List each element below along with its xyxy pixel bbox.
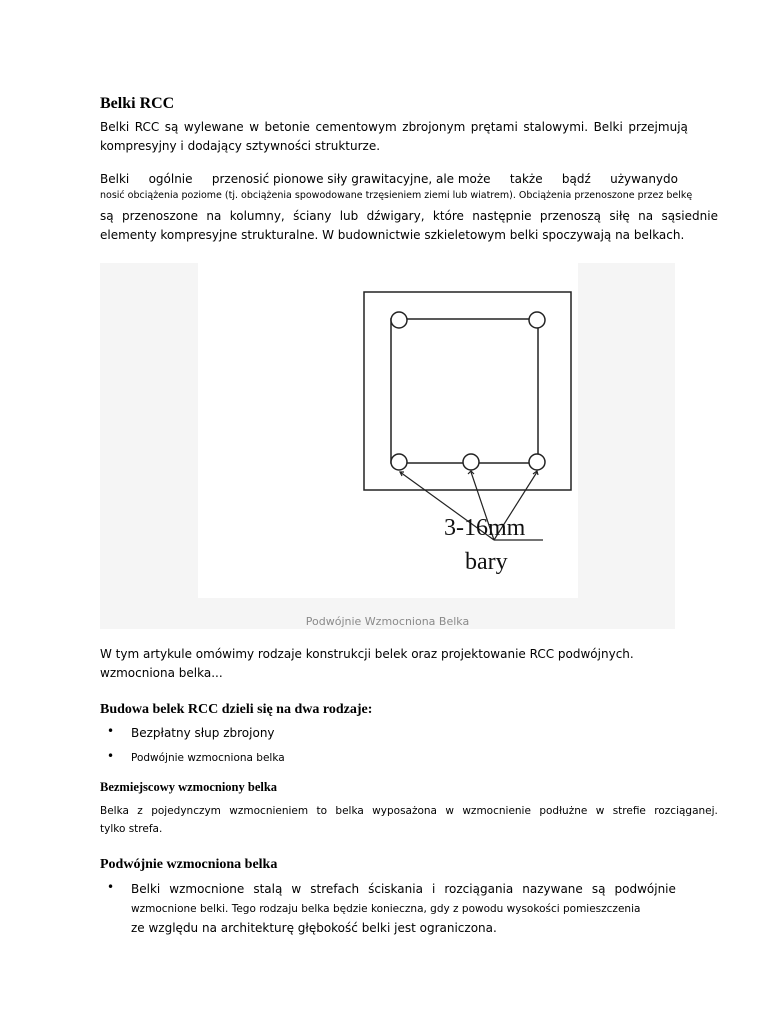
figure-caption: Podwójnie Wzmocniona Belka — [305, 615, 470, 628]
word: przenoszą — [539, 209, 601, 223]
word: są — [591, 882, 606, 896]
paragraph-2-line-4: elementy kompresyjne strukturalne. W budownictwie szkieletowym belki spoczywają na belkach. — [100, 228, 685, 242]
word: pojedynczym — [151, 805, 221, 817]
intro-line-2: kompresyjny i dodający sztywności strukturze. — [100, 139, 381, 153]
bullet-icon: • — [107, 880, 115, 894]
word: w — [595, 805, 605, 817]
bullet-icon: • — [107, 724, 115, 738]
bottom-bar-left — [391, 454, 407, 470]
word: i — [431, 882, 436, 896]
section-1-list — [100, 724, 718, 769]
list-item — [100, 724, 718, 749]
word: także — [509, 172, 543, 186]
bottom-bar-right — [529, 454, 545, 470]
word: przejmują — [628, 120, 688, 134]
word: RCC — [134, 120, 160, 134]
top-bar-right — [529, 312, 545, 328]
word: w — [249, 120, 260, 134]
word: kolumny, — [229, 209, 285, 223]
intro-paragraph — [100, 118, 688, 156]
word: to — [316, 805, 328, 817]
list-item — [131, 880, 676, 938]
section-3-line-1 — [131, 880, 676, 899]
bar-size-label: 3-16mm — [444, 515, 526, 541]
word: podwójnie — [614, 882, 676, 896]
word: betonie — [264, 120, 310, 134]
word: w — [291, 882, 302, 896]
word: rozciąganej. — [654, 805, 718, 817]
word: strefie — [612, 805, 646, 817]
word: Belki — [593, 120, 623, 134]
paragraph-3 — [100, 645, 718, 683]
section-3-line-3: ze względu na architekturę głębokość belki jest ograniczona. — [131, 921, 497, 935]
page-title: Belki RCC — [100, 95, 175, 112]
section-1-heading: Budowa belek RCC dzieli się na dwa rodzaje: — [100, 702, 373, 717]
word: bądź — [561, 172, 591, 186]
word: prętami — [470, 120, 518, 134]
word: są — [100, 209, 114, 223]
bottom-bar-middle — [463, 454, 479, 470]
word: wyposażona — [372, 805, 437, 817]
section-2-line-1 — [100, 803, 718, 820]
paragraph-2-line-1 — [100, 170, 678, 189]
word: wzmocnienie — [462, 805, 531, 817]
word: wylewane — [183, 120, 244, 134]
word: na — [638, 209, 654, 223]
word: używanydo — [610, 172, 678, 186]
top-bar-left — [391, 312, 407, 328]
list-item — [100, 749, 718, 769]
word: sąsiednie — [661, 209, 718, 223]
section-3-line-2: wzmocnione belki. Tego rodzaju belka będzie konieczna, gdy z powodu wysokości pomieszczenia — [131, 903, 641, 915]
bullet-icon: • — [107, 749, 115, 763]
word: Belki — [100, 120, 130, 134]
intro-line-1 — [100, 118, 688, 137]
paragraph-2 — [100, 170, 718, 245]
word: dźwigary, — [366, 209, 425, 223]
paragraph-2-line-2: nosić obciążenia poziome (tj. obciążenia spowodowane trzęsieniem ziemi lub wiatrem). Obciążenia przenoszone przez belkę — [100, 190, 693, 201]
bar-label: bary — [465, 549, 508, 575]
word: przenosić pionowe siły grawitacyjne, ale może — [211, 172, 491, 186]
word: zbrojonym — [402, 120, 466, 134]
word: wzmocnieniem — [229, 805, 309, 817]
word: przenoszone — [121, 209, 199, 223]
word: Belki — [131, 882, 161, 896]
word: Belki — [100, 172, 130, 186]
word: stalą — [253, 882, 283, 896]
word: wzmocnione — [169, 882, 245, 896]
word: które — [432, 209, 464, 223]
section-2-heading: Bezmiejscowy wzmocniony belka — [100, 780, 278, 794]
word: strefach — [310, 882, 360, 896]
paragraph-3-line-2: wzmocniona belka... — [100, 666, 223, 680]
word: z — [137, 805, 143, 817]
word: lub — [339, 209, 359, 223]
beam-cross-section-diagram — [198, 263, 578, 598]
word: nazywane — [522, 882, 583, 896]
word: stalowymi. — [523, 120, 589, 134]
word: ściskania — [368, 882, 423, 896]
word: cementowym — [315, 120, 397, 134]
section-2-paragraph — [100, 803, 718, 839]
section-3-heading: Podwójnie wzmocniona belka — [100, 857, 278, 872]
beam-figure — [100, 263, 675, 629]
word: siłę — [609, 209, 630, 223]
list-item-text: Podwójnie wzmocniona belka — [131, 752, 285, 764]
word: ściany — [293, 209, 332, 223]
paragraph-2-line-3 — [100, 207, 718, 226]
word: są — [164, 120, 179, 134]
word: Belka — [100, 805, 129, 817]
word: następnie — [472, 209, 532, 223]
word: rozciągania — [444, 882, 514, 896]
word: w — [445, 805, 454, 817]
word: na — [206, 209, 222, 223]
section-2-line-2: tylko strefa. — [100, 823, 163, 835]
word: podłużne — [539, 805, 588, 817]
word: ogólnie — [148, 172, 193, 186]
paragraph-3-line-1: W tym artykule omówimy rodzaje konstrukcji belek oraz projektowanie RCC podwójnych. — [100, 647, 634, 661]
word: belka — [335, 805, 364, 817]
list-item-text: Bezpłatny słup zbrojony — [131, 726, 275, 740]
